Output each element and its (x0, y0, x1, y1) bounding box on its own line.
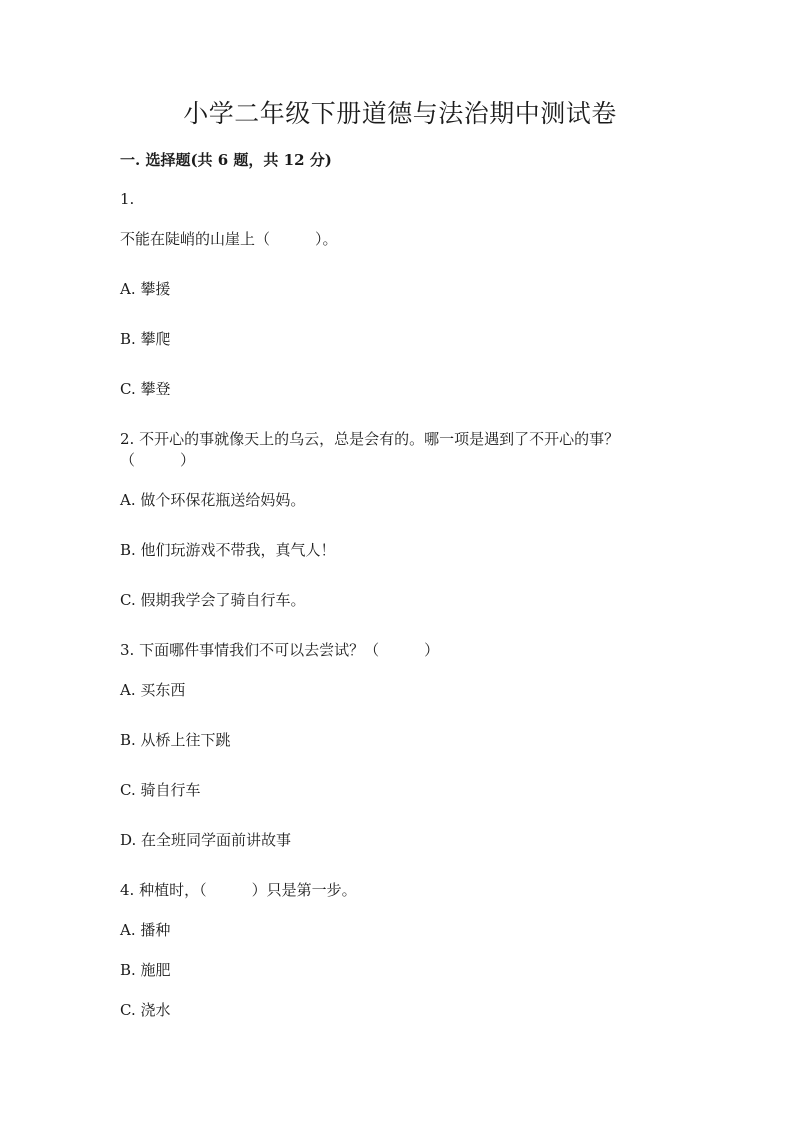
question-1-number: 1. (120, 190, 135, 208)
question-1-option-a: A. 攀援 (120, 280, 171, 298)
question-1-option-c: C. 攀登 (120, 380, 171, 398)
question-4-option-a: A. 播种 (120, 921, 171, 939)
question-4-option-c: C. 浇水 (120, 1001, 171, 1019)
question-2-option-b: B. 他们玩游戏不带我，真气人！ (120, 541, 336, 559)
question-1-stem: 不能在陡峭的山崖上（ ）。 (120, 230, 338, 248)
question-3-stem: 3. 下面哪件事情我们不可以去尝试？（ ） (120, 641, 440, 659)
question-2-stem-line2: （ ） (120, 451, 196, 469)
question-3-option-c: C. 骑自行车 (120, 781, 201, 799)
page-title: 小学二年级下册道德与法治期中测试卷 (183, 99, 617, 128)
question-4-option-b: B. 施肥 (120, 961, 171, 979)
question-1-option-b: B. 攀爬 (120, 330, 171, 348)
section-heading: 一. 选择题(共 6 题，共 12 分) (120, 151, 332, 169)
question-3-option-b: B. 从桥上往下跳 (120, 731, 231, 749)
question-2-option-a: A. 做个环保花瓶送给妈妈。 (120, 491, 306, 509)
question-3-option-d: D. 在全班同学面前讲故事 (120, 831, 292, 849)
question-2-option-c: C. 假期我学会了骑自行车。 (120, 591, 306, 609)
question-2-stem-line1: 2. 不开心的事就像天上的乌云，总是会有的。哪一项是遇到了不开心的事？ (120, 430, 620, 448)
question-3-option-a: A. 买东西 (120, 681, 186, 699)
question-4-stem: 4. 种植时，（ ）只是第一步。 (120, 881, 357, 899)
